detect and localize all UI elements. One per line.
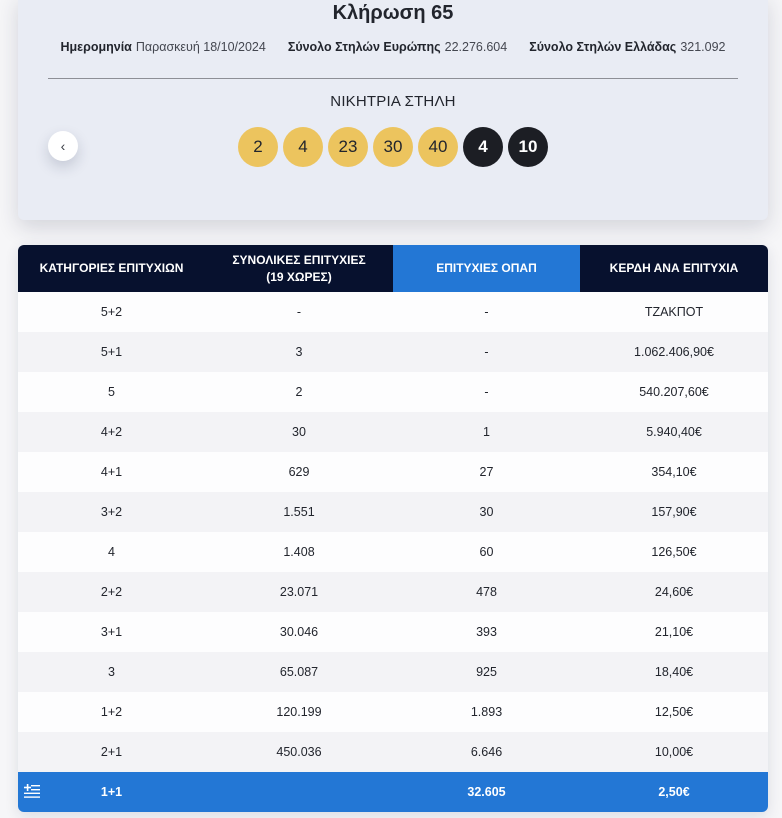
table-row — [18, 332, 768, 372]
cell-prize: 24,60€ — [654, 585, 694, 599]
cell-category: 4 — [108, 545, 115, 559]
previous-draw-button[interactable] — [48, 131, 78, 161]
table-header — [18, 245, 768, 292]
meta-greece-label: Σύνολο Στηλών Ελλάδας — [529, 40, 677, 54]
cell-total — [205, 772, 393, 812]
cell-opap: 1 — [483, 425, 490, 439]
main-number-ball: 2 — [238, 127, 278, 167]
cell-opap: 32.605 — [467, 785, 506, 799]
cell-opap: 60 — [479, 545, 494, 559]
cell-category: 2+1 — [100, 745, 123, 759]
cell-prize: 21,10€ — [654, 625, 694, 639]
main-number-ball: 40 — [418, 127, 458, 167]
cell-total: - — [296, 305, 302, 319]
cell-opap: 1.893 — [470, 705, 503, 719]
cell-category: 5 — [108, 385, 115, 399]
cell-prize: 126,50€ — [651, 545, 697, 559]
prize-table — [18, 245, 768, 812]
cell-total: 120.199 — [276, 705, 322, 719]
table-row — [18, 612, 768, 652]
meta-greece-value: 321.092 — [680, 40, 726, 54]
cell-total: 1.408 — [283, 545, 315, 559]
cell-total: 23.071 — [279, 585, 319, 599]
table-row-highlighted — [18, 772, 768, 812]
meta-europe-columns — [288, 40, 507, 54]
star-number-ball: 4 — [463, 127, 503, 167]
table-row — [18, 692, 768, 732]
cell-prize: 540.207,60€ — [639, 385, 709, 399]
cell-opap: 27 — [479, 465, 494, 479]
cell-category: 3+2 — [100, 505, 123, 519]
cell-category: 1+1 — [100, 785, 123, 799]
table-row — [18, 412, 768, 452]
table-row — [18, 652, 768, 692]
cell-total: 65.087 — [279, 665, 319, 679]
cell-prize: 2,50€ — [658, 785, 690, 799]
draw-meta — [18, 40, 768, 54]
star-number-ball: 10 — [508, 127, 548, 167]
cell-prize: 5.940,40€ — [646, 425, 702, 439]
cell-prize: 18,40€ — [654, 665, 694, 679]
cell-prize: 1.062.406,90€ — [634, 345, 714, 359]
cell-opap: 30 — [479, 505, 494, 519]
cell-prize: 157,90€ — [651, 505, 697, 519]
cell-category: 4+1 — [100, 465, 123, 479]
meta-date-label: Ημερομηνία — [60, 40, 132, 54]
table-row — [18, 572, 768, 612]
cell-total: 629 — [288, 465, 310, 479]
meta-date — [60, 40, 265, 54]
cell-category: 4+2 — [100, 425, 123, 439]
draw-card — [18, 0, 768, 220]
cell-prize: ΤΖΑΚΠΟΤ — [644, 305, 704, 319]
table-row — [18, 372, 768, 412]
meta-date-value: Παρασκευή 18/10/2024 — [135, 40, 266, 54]
cell-opap: 393 — [476, 625, 497, 639]
cell-category: 3 — [108, 665, 115, 679]
cell-total: 30.046 — [279, 625, 319, 639]
main-number-ball: 30 — [373, 127, 413, 167]
meta-europe-label: Σύνολο Στηλών Ευρώπης — [287, 40, 441, 54]
cell-total: 3 — [295, 345, 303, 359]
cell-prize: 12,50€ — [654, 705, 694, 719]
header-total-line1: ΣΥΝΟΛΙΚΕΣ ΕΠΙΤΥΧΙΕΣ — [232, 253, 366, 268]
greek-flag-icon — [24, 784, 40, 798]
header-total-winners — [205, 245, 393, 292]
table-row — [18, 492, 768, 532]
cell-category: 5+2 — [100, 305, 123, 319]
meta-europe-value: 22.276.604 — [444, 40, 508, 54]
winning-column-label: ΝΙΚΗΤΡΙΑ ΣΤΗΛΗ — [330, 93, 456, 110]
cell-total: 2 — [295, 385, 303, 399]
cell-opap: 478 — [476, 585, 497, 599]
header-categories: ΚΑΤΗΓΟΡΙΕΣ ΕΠΙΤΥΧΙΩΝ — [18, 245, 205, 292]
cell-opap: 925 — [476, 665, 497, 679]
draw-title: Κλήρωση 65 — [332, 2, 454, 24]
cell-category: 3+1 — [100, 625, 123, 639]
cell-total: 1.551 — [283, 505, 315, 519]
cell-total: 450.036 — [276, 745, 322, 759]
cell-category: 2+2 — [100, 585, 123, 599]
cell-category: 1+2 — [100, 705, 123, 719]
table-row — [18, 292, 768, 332]
table-row — [18, 532, 768, 572]
chevron-left-icon: ‹ — [60, 138, 66, 154]
header-opap-winners: ΕΠΙΤΥΧΙΕΣ ΟΠΑΠ — [393, 245, 580, 292]
cell-prize: 354,10€ — [651, 465, 697, 479]
main-number-ball: 23 — [328, 127, 368, 167]
cell-opap: - — [484, 305, 489, 319]
main-number-ball: 4 — [283, 127, 323, 167]
cell-total: 30 — [292, 425, 306, 439]
divider — [48, 78, 738, 79]
meta-greece-columns — [529, 40, 725, 54]
cell-opap: - — [484, 385, 489, 399]
cell-opap: 6.646 — [470, 745, 503, 759]
table-row — [18, 732, 768, 772]
header-total-line2: (19 ΧΩΡΕΣ) — [266, 269, 332, 284]
table-row — [18, 452, 768, 492]
cell-opap: - — [484, 345, 489, 359]
cell-prize: 10,00€ — [654, 745, 694, 759]
header-prize-per-winner: ΚΕΡΔΗ ΑΝΑ ΕΠΙΤΥΧΙΑ — [580, 245, 768, 292]
cell-category: 5+1 — [100, 345, 123, 359]
winning-numbers — [238, 127, 548, 167]
